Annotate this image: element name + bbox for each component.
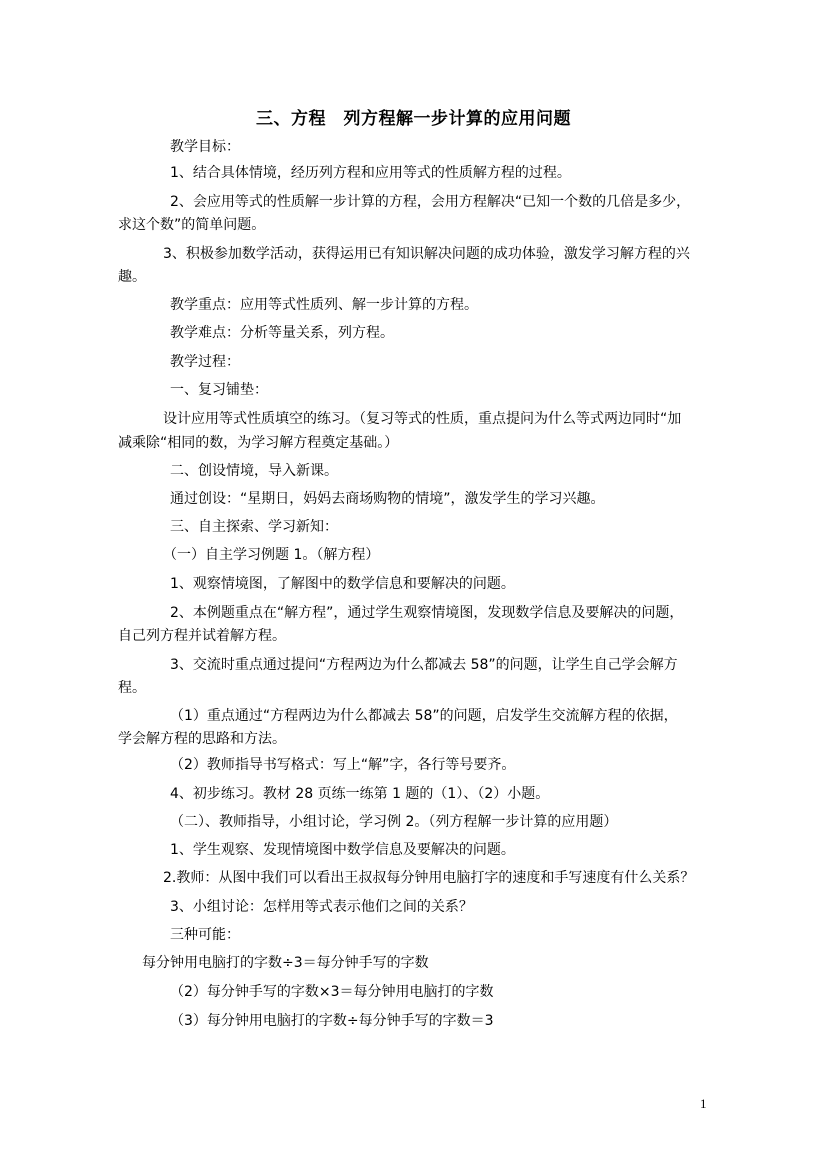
text-line-exchange-a: 3、交流时重点通过提问“方程两边为什么都减去 58”的问题，让学生自己学会解方 (170, 657, 678, 673)
text-line-practice: 4、初步练习。教材 28 页练一练第 1 题的（1）、（2）小题。 (170, 786, 550, 802)
text-line-point-2: （2）教师指导书写格式：写上“解”字，各行等号要齐。 (170, 757, 516, 773)
text-line-section-3: 三、自主探索、学习新知： (170, 519, 338, 535)
text-line-possibility-2: （2）每分钟手写的字数×3＝每分钟用电脑打的字数 (170, 984, 494, 1000)
text-line-review-b: 减乘除“相同的数，为学习解方程奠定基础。） (118, 435, 399, 451)
text-line-section-1: 一、复习铺垫： (170, 382, 268, 398)
text-line-point-1a: （1）重点通过“方程两边为什么都减去 58”的问题，启发学生交流解方程的依据， (170, 708, 678, 724)
text-line-difficulty: 教学难点：分析等量关系，列方程。 (170, 325, 394, 341)
text-line-goal-2a: 2、会应用等式的性质解一步计算的方程，会用方程解决“已知一个数的几倍是多少， (170, 194, 691, 210)
text-line-scenario: 通过创设：“星期日，妈妈去商场购物的情境”，激发学生的学习兴趣。 (170, 491, 605, 507)
text-line-point-1b: 学会解方程的思路和方法。 (118, 731, 286, 747)
text-line-focus-a: 2、本例题重点在“解方程”，通过学生观察情境图，发现数学信息及要解决的问题， (170, 605, 684, 621)
text-line-section-2: 二、创设情境，导入新课。 (170, 463, 338, 479)
text-line-goal-3b: 趣。 (118, 269, 146, 285)
text-line-example-2: （二）、教师指导，小组讨论，学习例 2。（列方程解一步计算的应用题） (170, 814, 618, 830)
text-line-example-1: （一）自主学习例题 1。（解方程） (163, 547, 380, 563)
text-line-focus-b: 自己列方程并试着解方程。 (118, 628, 286, 644)
text-line-key-point: 教学重点：应用等式性质列、解一步计算的方程。 (170, 297, 478, 313)
text-line-student-observe: 1、学生观察、发现情境图中数学信息及要解决的问题。 (170, 842, 515, 858)
text-line-group-discussion: 3、小组讨论：怎样用等式表示他们之间的关系？ (170, 899, 473, 915)
text-line-three-possibilities: 三种可能： (170, 927, 240, 943)
text-line-process: 教学过程： (170, 354, 240, 370)
text-line-review-a: 设计应用等式性质填空的练习。（复习等式的性质，重点提问为什么等式两边同时“加 (163, 411, 682, 427)
text-line-teaching-goals: 教学目标： (170, 139, 240, 155)
text-line-possibility-3: （3）每分钟用电脑打的字数÷每分钟手写的字数＝3 (170, 1013, 494, 1029)
text-line-possibility-1: 每分钟用电脑打的字数÷3＝每分钟手写的字数 (142, 955, 429, 971)
page-number: 1 (700, 1096, 707, 1111)
text-line-exchange-b: 程。 (118, 680, 146, 696)
text-line-observe: 1、观察情境图，了解图中的数学信息和要解决的问题。 (170, 576, 515, 592)
document-title: 三、方程 列方程解一步计算的应用问题 (256, 109, 571, 129)
text-line-goal-3a: 3、积极参加数学活动，获得运用已有知识解决问题的成功体验，激发学习解方程的兴 (163, 246, 690, 262)
text-line-goal-2b: 求这个数”的简单问题。 (118, 217, 266, 233)
text-line-goal-1: 1、结合具体情境，经历列方程和应用等式的性质解方程的过程。 (170, 165, 571, 181)
text-line-teacher-question: 2.教师：从图中我们可以看出王叔叔每分钟用电脑打字的速度和手写速度有什么关系？ (163, 870, 695, 886)
